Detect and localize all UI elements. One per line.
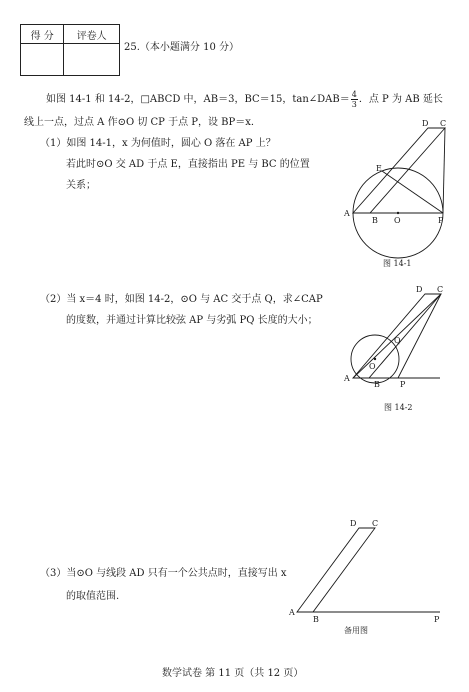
fig1-label-a: A [344,209,350,218]
intro-text-b: □ABCD 中，AB＝3，BC＝15，tan∠DAB＝ [140,94,350,105]
grader-label: 评卷人 [64,25,120,44]
fig3-caption: 备用图 [344,626,368,635]
part1-line-1: （1）如图 14-1，x 为何值时，圆心 O 落在 AP 上？ [40,138,276,149]
score-cell [21,44,64,76]
fig3-label-b: B [313,615,319,624]
fig1-parallelogram [353,128,445,213]
part1-line-3: 关系； [66,180,96,191]
fig3-label-p: P [434,615,440,624]
part3-line-1: （3）当⊙O 与线段 AD 只有一个公共点时，直接写出 x [40,568,287,579]
intro-line-2: 线上一点，过点 A 作⊙O 切 CP 于点 P，设 BP＝x． [24,117,261,128]
tan-numerator: 4 [351,90,357,99]
fig2-label-o: O [369,362,376,371]
fig2-label-d: D [416,285,423,294]
fig1-label-c: C [440,119,447,128]
fig1-label-o: O [394,216,401,225]
part3-line-2: 的取值范围. [66,591,120,602]
fig1-label-p: P [438,216,444,225]
grader-cell [64,44,120,76]
intro-line-1 [46,90,443,109]
page-footer: 数学试卷 第 11 页（共 12 页） [162,668,304,679]
fig1-pe-segment [382,171,443,213]
fig1-label-e: E [376,164,382,173]
intro-text-c: ．点 P 为 AB 延长 [358,94,443,105]
fig2-label-c: C [437,285,444,294]
intro-text-a: 如图 14-1 和 14-2， [46,94,141,105]
tan-denominator: 3 [351,100,357,109]
part1-line-2: 若此时⊙O 交 AD 于点 E，直接指出 PE 与 BC 的位置 [66,159,310,170]
fig1-circle [353,168,443,258]
fig2-center-dot [374,358,376,360]
fig2-parallelogram [353,294,441,378]
score-label: 得 分 [21,25,64,44]
fig2-label-q: Q [394,336,401,345]
score-table [20,24,120,76]
fig3-label-d: D [350,519,357,528]
fig3-label-a: A [289,608,295,617]
fig2-ac-diagonal [353,294,441,378]
fig2-pc-segment [398,294,441,378]
fig3-parallelogram [297,528,375,612]
part2-line-2: 的度数，并通过计算比较弦 AP 与劣弧 PQ 长度的大小； [66,315,318,326]
fig2-label-b: B [374,380,380,389]
tan-fraction [351,90,358,109]
fig2-caption: 图 14-2 [384,403,413,412]
fig1-center-dot [397,212,399,214]
fig3-label-c: C [372,519,379,528]
part2-line-1: （2）当 x＝4 时，如图 14-2，⊙O 与 AC 交于点 Q，求∠CAP [40,294,323,305]
fig1-pc-segment [443,128,445,213]
fig2-label-p: P [400,380,406,389]
fig2-circle [351,335,399,383]
fig1-label-b: B [372,216,378,225]
fig1-caption: 图 14-1 [383,259,412,268]
fig2-label-a: A [344,374,350,383]
fig1-label-d: D [422,119,429,128]
problem-header: 25.（本小题满分 10 分） [124,42,239,53]
